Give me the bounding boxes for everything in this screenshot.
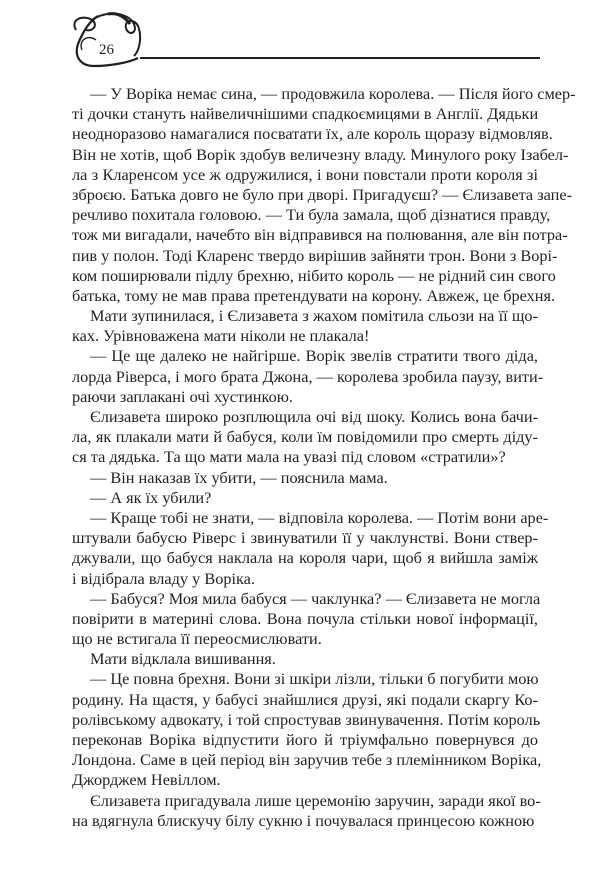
page-number: 26 — [99, 42, 114, 58]
text-line: ком поширювали підлу брехню, нібито король — не рідний син свого — [72, 265, 556, 285]
header-rule — [140, 57, 540, 59]
paragraph — [72, 488, 538, 508]
text-line: ках. Урівноважена мати ніколи не плакала! — [72, 326, 370, 346]
paragraph — [72, 468, 538, 488]
text-line: — Бабуся? Моя мила бабуся — чаклунка? — Єлизавета не могла — [90, 588, 541, 608]
body-text — [72, 84, 576, 831]
page-header — [68, 10, 540, 70]
text-line: повірити в материні слова. Вона почула стільки нової інформації, — [72, 608, 538, 628]
text-line: неодноразово намагалися посватати їх, але король щоразу відмовляв. — [72, 124, 553, 144]
text-line: Він не хотів, щоб Ворік здобув величезну владу. Минулого року Ізабел- — [72, 144, 569, 164]
text-line: Джорджем Невіллом. — [72, 770, 221, 790]
text-line: на вдягнула блискучу білу сукню і почувалася принцесою кожною — [72, 810, 535, 830]
text-line: — Краще тобі не знати, — відповіла королева. — Потім вони аре- — [90, 507, 549, 527]
text-line: ла з Кларенсом усе ж одружилися, і вони повстали проти короля зі — [72, 164, 538, 184]
text-line: штували бабусю Ріверс і звинуватили її у чаклунстві. Вони ствер- — [72, 528, 538, 548]
text-line: зброєю. Батька довго не було при дворі. Пригадуєш? — Єлизавета запе- — [72, 184, 573, 204]
text-line: Єлизавета пригадувала лише церемонію заручин, заради якої во- — [90, 790, 541, 810]
text-line: що не встигала її переосмислювати. — [72, 629, 322, 649]
paragraph — [72, 507, 549, 589]
text-line: переконав Воріка відпустити його й тріумфально повернувся до — [72, 730, 538, 749]
text-line: і відібрала владу у Воріка. — [72, 568, 255, 588]
paragraph — [72, 649, 538, 669]
text-line: — Це повна брехня. Вони зі шкіри лізли, тільки б погубити мою — [90, 669, 539, 689]
text-line: тож ми вигадали, начебто він відправився на полювання, але він потра- — [72, 225, 568, 245]
text-line: Єлизавета широко розплющила очі від шоку. Колись вона бачи- — [90, 407, 538, 426]
text-line: Лондона. Саме в цей період він заручив тебе з племінником Воріка, — [72, 750, 542, 770]
paragraph — [72, 669, 542, 790]
text-line: — А як їх убили? — [90, 487, 212, 507]
paragraph — [72, 407, 538, 468]
flourish-ornament-icon — [68, 10, 148, 70]
text-line: ролівському адвокату, і той спростував звинувачення. Потім король — [72, 709, 541, 729]
paragraph — [72, 588, 541, 650]
text-line: ся та дядька. Та що мати мала на увазі під словом «стратили»? — [72, 447, 506, 467]
text-line: — У Воріка немає сина, — продовжила королева. — Після його смер- — [90, 84, 576, 103]
text-line: — Це ще далеко не найгірше. Ворік звелів стратити твого діда, — [90, 346, 538, 366]
text-line: родину. На щастя, у бабусі знайшлися друзі, які подали скаргу Ко- — [72, 689, 538, 709]
text-line: батька, тому не мав права претендувати на корону. Авжеж, це брехня. — [72, 285, 556, 305]
text-line: Мати відклала вишивання. — [90, 649, 276, 669]
text-line: лорда Ріверса, і мого брата Джона, — королева зробила паузу, вити- — [72, 366, 544, 386]
paragraph — [72, 346, 544, 407]
text-line: — Він наказав їх убити, — пояснила мама. — [90, 467, 388, 487]
text-line: раючи заплакані очі хустинкою. — [72, 386, 293, 406]
text-line: Мати зупинилася, і Єлизавета з жахом помітила сльози на її що- — [90, 306, 538, 326]
text-line: ла, як плакали мати й бабуся, коли їм повідомили про смерть діду- — [72, 427, 538, 447]
paragraph — [72, 306, 538, 346]
text-line: джували, що бабуся наклала на короля чари, щоб я вийшла заміж — [72, 548, 538, 568]
paragraph — [72, 790, 541, 831]
text-line: речливо похитала головою. — Ти була замала, щоб дізнатися правду, — [72, 205, 551, 225]
text-line: пив у полон. Тоді Кларенс твердо вирішив зайняти трон. Вони з Ворі- — [72, 245, 558, 265]
paragraph — [72, 84, 576, 306]
text-line: ті дочки стануть найвеличнішими спадкоємицями в Англії. Дядьки — [72, 104, 539, 124]
